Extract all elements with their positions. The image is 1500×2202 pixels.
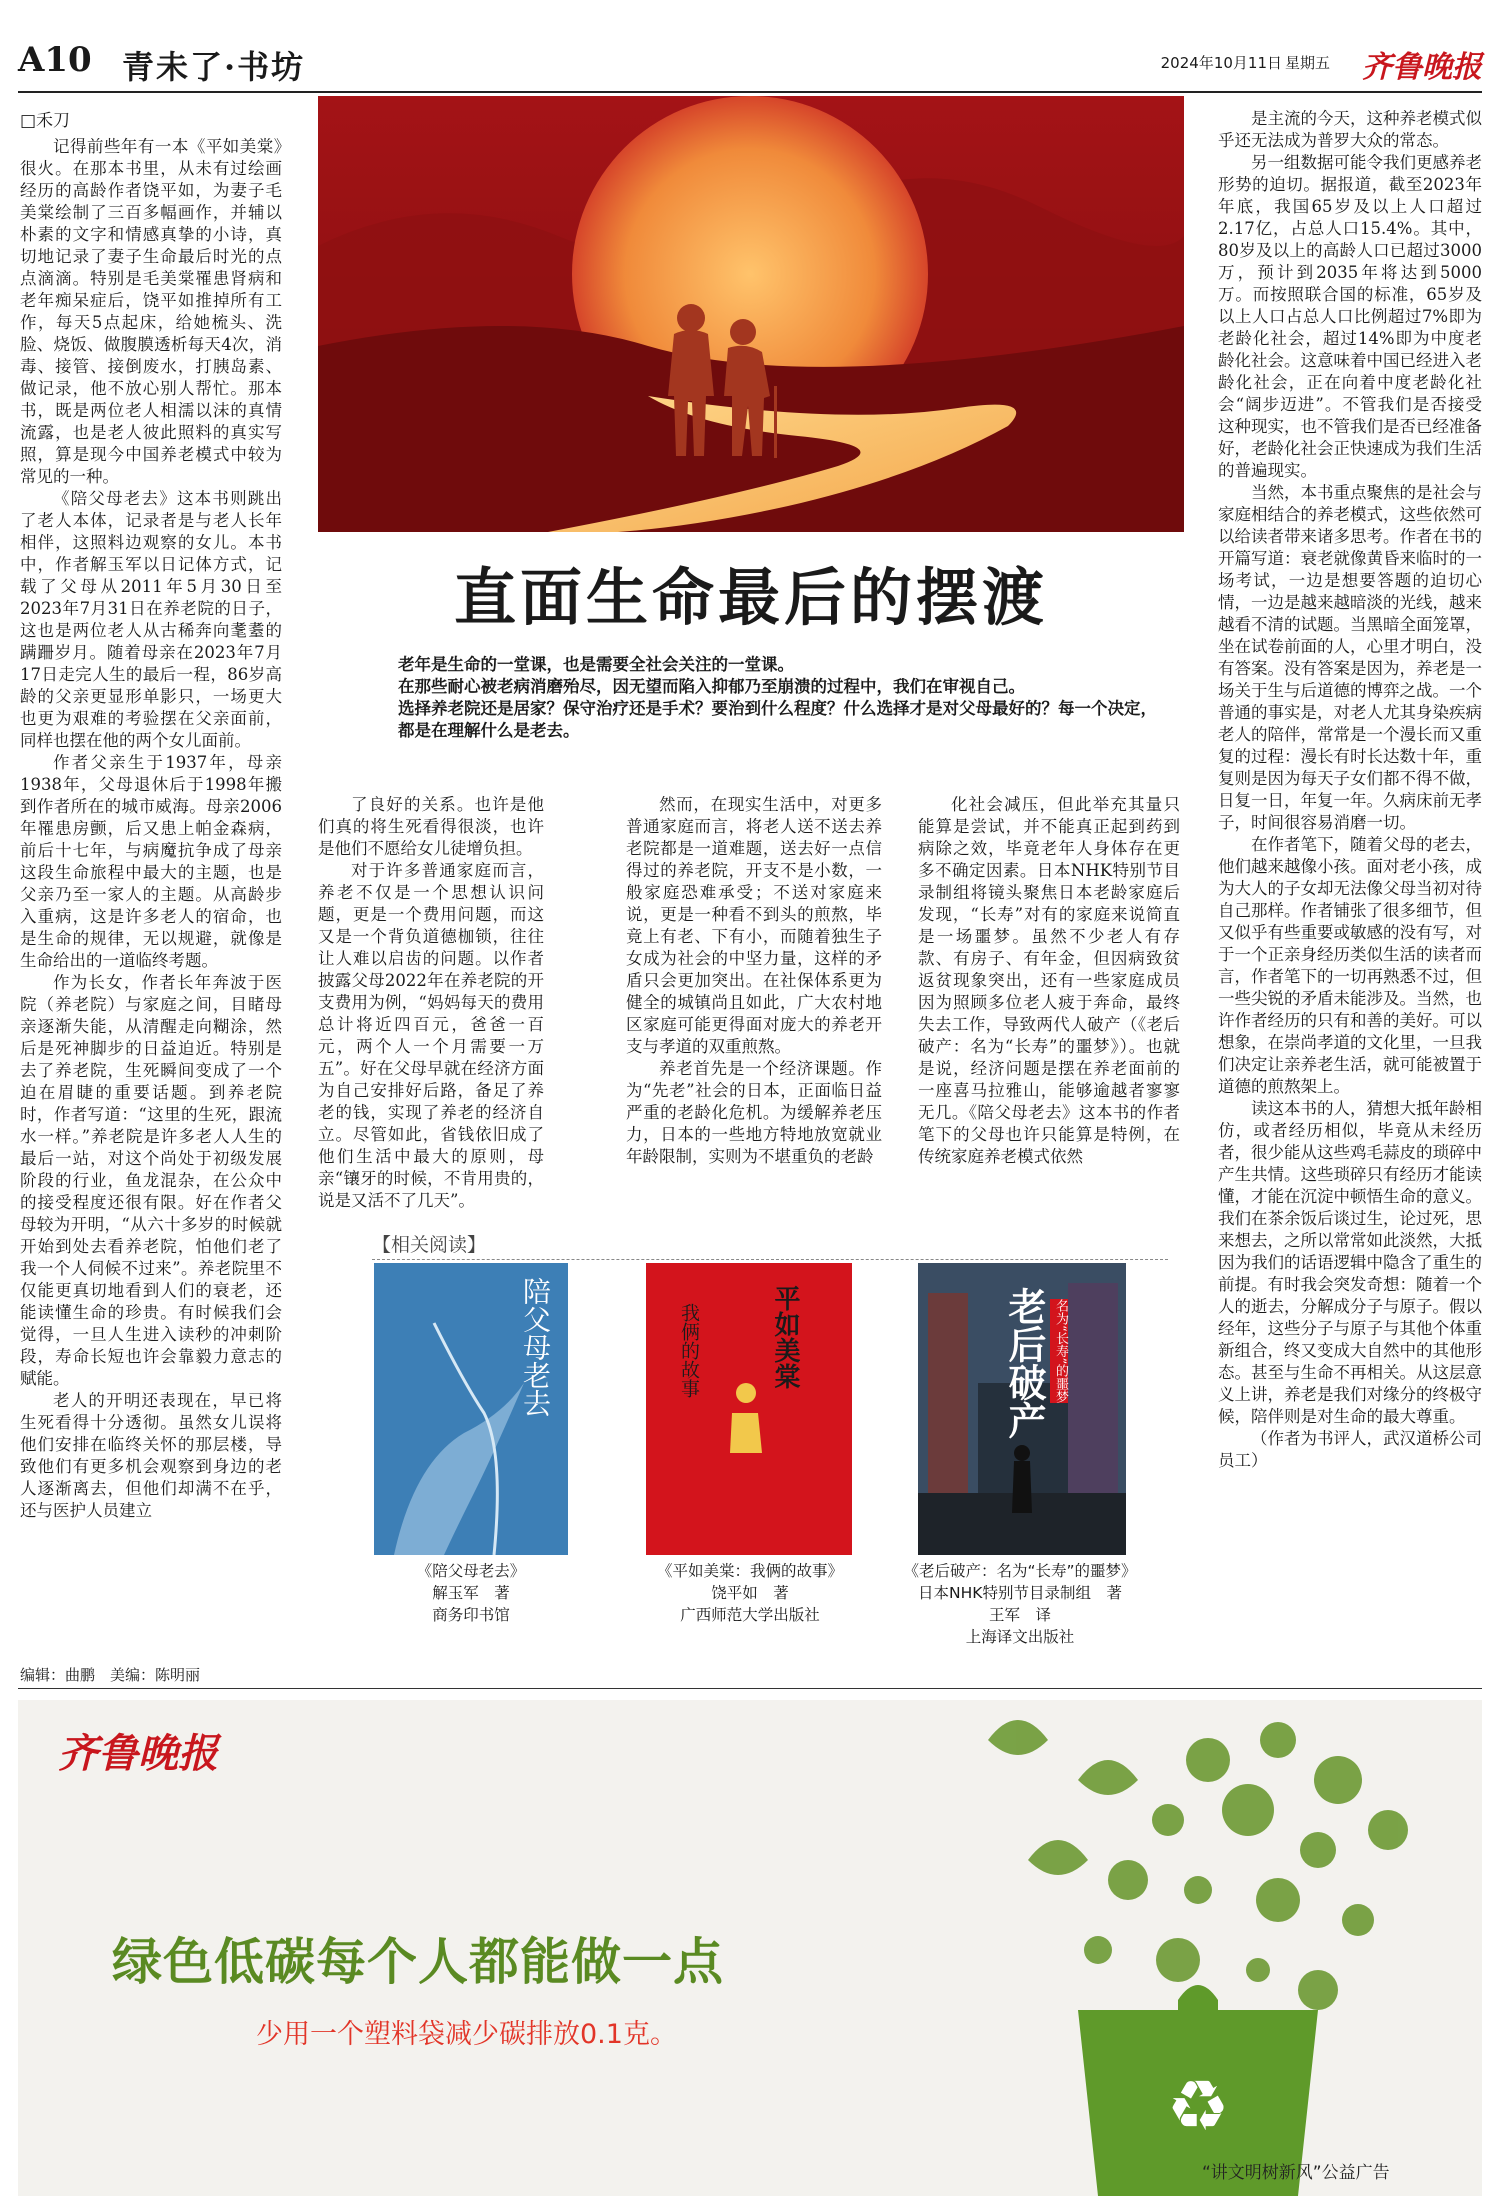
- hero-illustration: [318, 96, 1184, 532]
- paragraph: 作者父亲生于1937年，母亲1938年，父母退休后于1998年搬到作者所在的城市威海。母亲2006年罹患房颤，后又患上帕金森病，前后十七年，与病魔抗争成了母亲这段生命旅程中最大的主题，也是父亲乃至一家人的主题。从高龄步入重病，这是许多老人的宿命，也是生命的规律，无以规避，就像是生命给出的一道临终考题。: [20, 753, 282, 970]
- paragraph: 作为长女，作者长年奔波于医院（养老院）与家庭之间，目睹母亲逐渐失能，从清醒走向糊涂，然后是死神脚步的日益迫近。特别是去了养老院，生死瞬间变成了一个迫在眉睫的重要话题。到养老院时，作者写道：“这里的生死，跟流水一样。”养老院是许多老人人生的最后一站，对这个尚处于初级发展阶段的行业，鱼龙混杂，在公众中的接受程度还很有限。好在作者父母较为开明，“从六十多岁的时候就开始到处去看养老院，怕他们老了我一个人伺候不过来”。养老院里不仅能更真切地看到人们的衰老，还能读懂生命的珍贵。有时候我们会觉得，一旦人生进入读秒的冲刺阶段，寿命长短也许会靠毅力意志的赋能。: [20, 973, 282, 1388]
- book-caption-1: [374, 1560, 568, 1626]
- paragraph: 了良好的关系。也许是他们真的将生死看得很淡，也许是他们不愿给女儿徒增负担。: [318, 795, 544, 858]
- ad-paper-logo: 齐鲁晚报: [58, 1730, 218, 1777]
- book-caption-2: [620, 1560, 880, 1626]
- ad-credit: “讲文明树新风”公益广告: [1202, 2163, 1390, 2183]
- book-2-name: 《平如美棠：我俩的故事》: [656, 1562, 843, 1580]
- byline: □禾刀: [20, 111, 71, 131]
- paragraph: 老人的开明还表现在，早已将生死看得十分透彻。虽然女儿误将他们安排在临终关怀的那层楼，导致他们有更多机会观察到身边的老人逐渐离去，但他们却满不在乎，还与医护人员建立: [20, 1391, 282, 1520]
- book-2-cover-title: 平如美棠: [770, 1285, 800, 1389]
- related-reading-title: 【相关阅读】: [372, 1230, 1168, 1260]
- book-3-name: 《老后破产：名为“长寿”的噩梦》: [903, 1562, 1137, 1580]
- book-2-author: 饶平如 著: [711, 1584, 789, 1602]
- public-service-ad: [18, 1700, 1482, 2196]
- column-5: [1218, 108, 1482, 1628]
- paragraph: 记得前些年有一本《平如美棠》很火。在那本书里，从未有过绘画经历的高龄作者饶平如，为妻子毛美棠绘制了三百多幅画作，并辅以朴素的文字和情感真挚的小诗，真切地记录了妻子生命最后时光的点点滴滴。特别是毛美棠罹患肾病和老年痴呆症后，饶平如推掉所有工作，每天5点起床，给她梳头、洗脸、烧饭、做腹膜透析每天4次，消毒、接管、接倒废水，打胰岛素、做记录，他不放心别人帮忙。那本书，既是两位老人相濡以沫的真情流露，也是老人彼此照料的真实写照，算是现今中国养老模式中较为常见的一种。: [20, 137, 282, 486]
- lead-line: 选择养老院还是居家？保守治疗还是手术？要治到什么程度？什么选择才是对父母最好的？每一个决定，都是在理解什么是老去。: [398, 699, 1157, 740]
- book-3-cover-title: 老后破产: [1002, 1287, 1047, 1439]
- issue-date: 2024年10月11日: [1160, 54, 1282, 72]
- paragraph: 养老首先是一个经济课题。作为“先老”社会的日本，正面临日益严重的老龄化危机。为缓解养老压力，日本的一些地方特地放宽就业年龄限制，实则为不堪重负的老龄: [626, 1059, 882, 1166]
- lead-line: 老年是生命的一堂课，也是需要全社会关注的一堂课。: [398, 655, 794, 674]
- eco-icons-illustration: [878, 1700, 1438, 2196]
- recycle-icon: ♻: [1166, 2065, 1230, 2147]
- column-4: [918, 794, 1180, 1224]
- paragraph: 在作者笔下，随着父母的老去，他们越来越像小孩。面对老小孩，成为大人的子女却无法像父母当初对待自己那样。作者铺张了很多细节，但又似乎有些重要或敏感的没有写，对于一个正亲身经历类似生活的读者而言，作者笔下的一切再熟悉不过，但一些尖锐的矛盾未能涉及。当然，也许作者经历的只有和善的美好。可以想象，在崇尚孝道的文化里，一旦我们决定让亲养老生活，就可能被置于道德的煎熬架上。: [1218, 835, 1482, 1096]
- lead-line: 在那些耐心被老病消磨殆尽，因无望而陷入抑郁乃至崩溃的过程中，我们在审视自己。: [398, 677, 1025, 696]
- book-caption-3: [900, 1560, 1140, 1648]
- paragraph: 《陪父母老去》这本书则跳出了老人本体，记录者是与老人长年相伴，这照料边观察的女儿。本书中，作者解玉军以日记体方式，记载了父母从2011年5月30日至2023年7月31日在养老院的日子，这也是两位老人从古稀奔向耄耋的蹒跚岁月。随着母亲在2023年7月17日走完人生的最后一程，86岁高龄的父亲更显形单影只，一场更大也更为艰难的考验摆在父亲面前，同样也摆在他的两个女儿面前。: [20, 489, 282, 750]
- book-cover-2: [646, 1263, 852, 1555]
- paragraph: （作者为书评人，武汉道桥公司员工）: [1218, 1429, 1482, 1470]
- couple-sketch-icon: [646, 1263, 852, 1555]
- book-3-author: 日本NHK特别节目录制组 著: [918, 1584, 1122, 1602]
- book-1-cover-title: 陪父母老去: [519, 1277, 552, 1417]
- lead-paragraph: [398, 654, 1158, 742]
- section-title: 青未了·书坊: [122, 48, 306, 86]
- paragraph: 对于许多普通家庭而言，养老不仅是一个思想认识问题，更是一个费用问题，而这又是一个背负道德枷锁，往往让人难以启齿的问题。以作者披露父母2022年在养老院的开支费用为例，“妈妈每天的费用总计将近四百元，爸爸一百元，两个人一个月需要一万五”。好在父母早就在经济方面为自己安排好后路，备足了养老的钱，实现了养老的经济自立。尽管如此，省钱依旧成了他们生活中最大的原则，母亲“镶牙的时候，不肯用贵的，说是又活不了几天”。: [318, 861, 544, 1210]
- paragraph: 读这本书的人，猜想大抵年龄相仿，或者经历相似，毕竟从未经历者，很少能从这些鸡毛蒜皮的琐碎中产生共情。这些琐碎只有经历才能读懂，才能在沉淀中顿悟生命的意义。我们在茶余饭后谈过生，论过死，思来想去，之所以常常如此淡然，大抵因为我们的话语逻辑中隐含了重生的前提。有时我会突发奇想：随着一个人的逝去，分解成分子与原子。假以经年，这些分子与原子与其他个体重新组合，终又变成大自然中的其他形态。甚至与生命不再相关。从这层意义上讲，养老是我们对缘分的终极守候，陪伴则是对生命的最大尊重。: [1218, 1099, 1482, 1426]
- book-1-name: 《陪父母老去》: [416, 1562, 526, 1580]
- ad-subline: 少用一个塑料袋减少碳排放0.1克。: [256, 2019, 677, 2050]
- column-1: [20, 136, 282, 1638]
- page-number: A10: [18, 40, 92, 80]
- paragraph: 是主流的今天，这种养老模式似乎还无法成为普罗大众的常态。: [1218, 109, 1482, 150]
- book-2-publisher: 广西师范大学出版社: [680, 1606, 820, 1624]
- column-3: [626, 794, 882, 1224]
- paragraph: 另一组数据可能令我们更感养老形势的迫切。据报道，截至2023年年底，我国65岁及以上人口超过2.17亿，占总人口15.4%。其中，80岁及以上的高龄人口已超过3000万，预计到2035年将达到5000万。而按照联合国的标准，65岁及以上人口占总人口比例超过7%即为老龄化社会，超过14%即为中度老龄化社会。这意味着中国已经进入老龄化社会，正在向着中度老龄化社会“阔步迈进”。不管我们是否接受这种现实，也不管我们是否已经准备好，老龄化社会正快速成为我们生活的普遍现实。: [1218, 153, 1482, 480]
- headline: 直面生命最后的摆渡: [453, 561, 1048, 634]
- book-3-cover-subtitle: 名为“长寿”的噩梦: [1050, 1299, 1068, 1403]
- editor-credits: 编辑：曲鹏 美编：陈明丽: [20, 1666, 201, 1684]
- paragraph: 当然，本书重点聚焦的是社会与家庭相结合的养老模式，这些依然可以给读者带来诸多思考。作者在书的开篇写道：衰老就像黄昏来临时的一场考试，一边是想要答题的迫切心情，一边是越来越暗淡的光线，越来越看不清的试题。当黑暗全面笼罩，坐在试卷前面的人，心里才明白，没有答案。没有答案是因为，养老是一场关于生与后道德的博弈之战。一个普通的事实是，对老人尤其身染疾病老人的陪伴，常常是一个漫长而又重复的过程：漫长有时长达数十年，重复则是因为每天子女们都不得不做，日复一日，年复一年。久病床前无孝子，时间很容易消磨一切。: [1218, 483, 1482, 832]
- footer-rule: [18, 1688, 1482, 1689]
- book-cover-3: [918, 1263, 1126, 1555]
- paper-logo: 齐鲁晚报: [1362, 50, 1482, 85]
- paragraph: 化社会减压，但此举充其量只能算是尝试，并不能真正起到药到病除之效，毕竟老年人身体存在更多不确定因素。日本NHK特别节目录制组将镜头聚焦日本老龄家庭后发现，“长寿”对有的家庭来说简直是一场噩梦。虽然不少老人有存款、有房子、有年金，但因病致贫返贫现象突出，还有一些家庭成员因为照顾多位老人疲于奔命，最终失去工作，导致两代人破产（《老后破产：名为“长寿”的噩梦》）。也就是说，经济问题是摆在养老面前的一座喜马拉雅山，能够逾越者寥寥无几。《陪父母老去》这本书的作者笔下的父母也许只能算是特例，在传统家庭养老模式依然: [918, 795, 1180, 1166]
- book-3-publisher: 上海译文出版社: [965, 1628, 1075, 1646]
- paragraph: 然而，在现实生活中，对更多普通家庭而言，将老人送不送去养老院都是一道难题，送去好一点信得过的养老院，开支不是小数，一般家庭恐难承受；不送对家庭来说，更是一种看不到头的煎熬，毕竟上有老、下有小，而随着独生子女成为社会的中坚力量，这样的矛盾只会更加突出。在社保体系更为健全的城镇尚且如此，广大农村地区家庭可能更得面对庞大的养老开支与孝道的双重煎熬。: [626, 795, 882, 1056]
- sunset-elderly-couple-image: [318, 96, 1184, 532]
- book-2-cover-subtitle: 我俩的故事: [678, 1303, 700, 1398]
- book-1-author: 解玉军 著: [432, 1584, 510, 1602]
- page-header: [18, 38, 1482, 90]
- ad-headline: 绿色低碳每个人都能做一点: [112, 1933, 724, 1991]
- book-1-publisher: 商务印书馆: [432, 1606, 510, 1624]
- issue-weekday: 星期五: [1284, 54, 1330, 72]
- column-2: [318, 794, 544, 1224]
- book-3-translator: 王军 译: [988, 1606, 1051, 1624]
- book-cover-1: [374, 1263, 568, 1555]
- header-rule: [18, 91, 1482, 93]
